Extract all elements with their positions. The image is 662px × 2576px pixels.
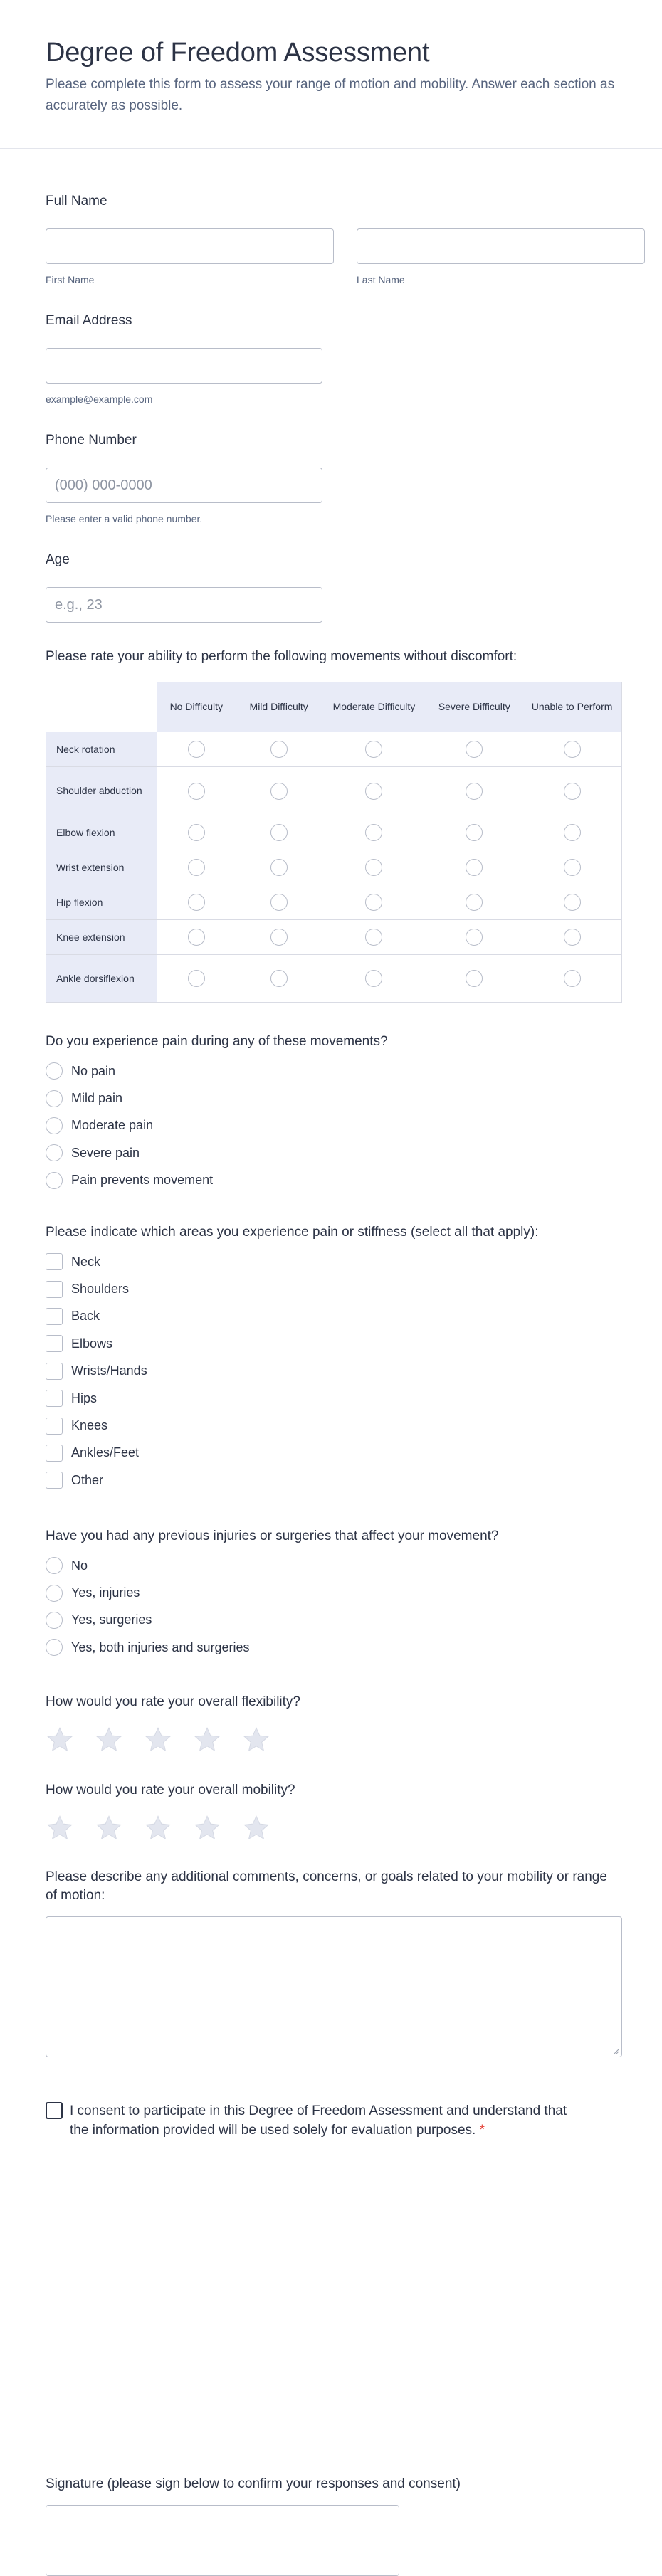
radio-button[interactable] — [46, 1090, 63, 1107]
matrix-radio[interactable] — [466, 741, 483, 758]
matrix-radio[interactable] — [466, 970, 483, 987]
checkbox[interactable] — [46, 1335, 63, 1352]
star-icon[interactable] — [242, 1814, 270, 1842]
flexibility-section — [46, 1693, 300, 1754]
checkbox[interactable] — [46, 1363, 63, 1380]
star-icon[interactable] — [242, 1726, 270, 1754]
matrix-row-header: Shoulder abduction — [46, 767, 157, 815]
radio-button[interactable] — [46, 1172, 63, 1189]
matrix-label: Please rate your ability to perform the following movements without discomfort: — [46, 649, 517, 664]
star-icon[interactable] — [46, 1726, 74, 1754]
matrix-radio[interactable] — [564, 894, 581, 911]
area-option[interactable] — [46, 1440, 538, 1467]
checkbox[interactable] — [46, 1418, 63, 1435]
comments-textarea[interactable] — [46, 1916, 622, 2057]
option-label: Hips — [71, 1390, 98, 1405]
matrix-radio[interactable] — [365, 929, 382, 946]
matrix-row-header: Hip flexion — [46, 885, 157, 920]
option-label: Yes, surgeries — [71, 1612, 152, 1627]
area-option[interactable] — [46, 1248, 538, 1275]
matrix-radio[interactable] — [270, 894, 288, 911]
matrix-col-header: Mild Difficulty — [236, 682, 322, 732]
matrix-radio[interactable] — [270, 741, 288, 758]
injury-option[interactable] — [46, 1607, 498, 1634]
matrix-radio[interactable] — [564, 929, 581, 946]
checkbox[interactable] — [46, 1253, 63, 1270]
matrix-radio[interactable] — [466, 783, 483, 800]
matrix-row — [46, 885, 622, 920]
matrix-col-header: Unable to Perform — [522, 682, 622, 732]
area-option[interactable] — [46, 1275, 538, 1302]
form-header — [0, 0, 662, 149]
matrix-radio[interactable] — [365, 970, 382, 987]
signature-pad[interactable] — [46, 2505, 399, 2576]
star-icon[interactable] — [144, 1814, 172, 1842]
mobility-section — [46, 1781, 295, 1842]
email-label: Email Address — [46, 313, 132, 328]
matrix-radio[interactable] — [466, 824, 483, 841]
matrix-radio[interactable] — [270, 824, 288, 841]
option-label: Yes, injuries — [71, 1585, 140, 1600]
matrix-row-header: Ankle dorsiflexion — [46, 955, 157, 1003]
email-sublabel: example@example.com — [46, 394, 153, 405]
required-marker: * — [479, 2123, 485, 2138]
flexibility-label: How would you rate your overall flexibility? — [46, 1694, 300, 1709]
checkbox[interactable] — [46, 1445, 63, 1462]
matrix-row — [46, 955, 622, 1003]
mobility-star-rating — [46, 1814, 295, 1842]
matrix-radio[interactable] — [188, 859, 205, 876]
consent-checkbox[interactable] — [46, 2102, 63, 2119]
matrix-row — [46, 920, 622, 955]
matrix-row-header: Knee extension — [46, 920, 157, 955]
matrix-radio[interactable] — [466, 859, 483, 876]
radio-button[interactable] — [46, 1062, 63, 1080]
radio-button[interactable] — [46, 1144, 63, 1161]
consent-section — [46, 2101, 587, 2140]
option-label: Wrists/Hands — [71, 1363, 147, 1378]
matrix-row-header: Elbow flexion — [46, 815, 157, 850]
matrix-radio[interactable] — [270, 859, 288, 876]
option-label: Pain prevents movement — [71, 1173, 214, 1188]
matrix-radio[interactable] — [365, 783, 382, 800]
full-name-section — [46, 192, 645, 285]
age-input[interactable]: e.g., 23 — [46, 587, 322, 623]
radio-button[interactable] — [46, 1585, 63, 1602]
matrix-radio[interactable] — [188, 824, 205, 841]
consent-checkbox-row[interactable] — [46, 2101, 587, 2140]
phone-input[interactable]: (000) 000-0000 — [46, 468, 322, 503]
injury-option[interactable] — [46, 1579, 498, 1606]
option-label: Other — [71, 1472, 104, 1487]
matrix-radio[interactable] — [188, 741, 205, 758]
matrix-col-header: Moderate Difficulty — [322, 682, 426, 732]
star-icon[interactable] — [193, 1726, 221, 1754]
area-option[interactable] — [46, 1412, 538, 1439]
signature-section — [46, 2475, 461, 2576]
area-option[interactable] — [46, 1358, 538, 1385]
radio-button[interactable] — [46, 1612, 63, 1629]
matrix-col-header: No Difficulty — [157, 682, 236, 732]
injuries-label: Have you had any previous injuries or surgeries that affect your movement? — [46, 1529, 499, 1543]
matrix-radio[interactable] — [564, 824, 581, 841]
option-label: Shoulders — [71, 1282, 130, 1297]
matrix-radio[interactable] — [564, 970, 581, 987]
star-icon[interactable] — [95, 1814, 123, 1842]
option-label: Neck — [71, 1254, 101, 1269]
option-label: Knees — [71, 1418, 108, 1433]
radio-button[interactable] — [46, 1639, 63, 1656]
star-icon[interactable] — [95, 1726, 123, 1754]
areas-section — [46, 1223, 538, 1494]
areas-label: Please indicate which areas you experience pain or stiffness (select all that apply): — [46, 1225, 539, 1240]
matrix-radio[interactable] — [564, 741, 581, 758]
option-label: Elbows — [71, 1336, 113, 1351]
first-name-sublabel: First Name — [46, 274, 95, 285]
full-name-label: Full Name — [46, 194, 107, 208]
matrix-radio[interactable] — [365, 859, 382, 876]
option-label: No pain — [71, 1063, 116, 1078]
star-icon[interactable] — [144, 1726, 172, 1754]
phone-section — [46, 431, 322, 524]
option-label: Moderate pain — [71, 1118, 154, 1133]
age-section — [46, 551, 322, 623]
pain-label: Do you experience pain during any of these movements? — [46, 1034, 388, 1049]
phone-sublabel: Please enter a valid phone number. — [46, 513, 203, 524]
area-option[interactable] — [46, 1467, 538, 1494]
radio-button[interactable] — [46, 1557, 63, 1574]
area-option[interactable] — [46, 1303, 538, 1330]
star-icon[interactable] — [193, 1814, 221, 1842]
matrix-radio[interactable] — [564, 859, 581, 876]
matrix-radio[interactable] — [188, 783, 205, 800]
matrix-radio[interactable] — [365, 824, 382, 841]
injury-option[interactable] — [46, 1634, 498, 1661]
signature-label: Signature (please sign below to confirm your responses and consent) — [46, 2476, 461, 2491]
age-label: Age — [46, 552, 70, 567]
matrix-radio[interactable] — [365, 894, 382, 911]
star-icon[interactable] — [46, 1814, 74, 1842]
option-label: Mild pain — [71, 1091, 123, 1106]
matrix-radio[interactable] — [188, 929, 205, 946]
consent-text — [70, 2101, 587, 2140]
injury-option[interactable] — [46, 1552, 498, 1579]
matrix-col-header: Severe Difficulty — [426, 682, 522, 732]
matrix-row — [46, 767, 622, 815]
matrix-radio[interactable] — [466, 894, 483, 911]
form-title: Degree of Freedom Assessment — [46, 38, 430, 68]
pain-option[interactable] — [46, 1139, 388, 1166]
email-section — [46, 312, 322, 405]
checkbox[interactable] — [46, 1281, 63, 1298]
mobility-label: How would you rate your overall mobility? — [46, 1783, 295, 1798]
matrix-radio[interactable] — [270, 929, 288, 946]
pain-section — [46, 1033, 388, 1194]
matrix-radio[interactable] — [270, 970, 288, 987]
movement-matrix-section — [46, 648, 622, 1003]
matrix-row — [46, 732, 622, 767]
pain-option[interactable] — [46, 1084, 388, 1112]
email-input[interactable] — [46, 348, 322, 384]
area-option[interactable] — [46, 1330, 538, 1357]
matrix-row-header: Wrist extension — [46, 850, 157, 885]
option-label: Ankles/Feet — [71, 1445, 140, 1460]
option-label: No — [71, 1558, 88, 1573]
matrix-radio[interactable] — [365, 741, 382, 758]
last-name-sublabel: Last Name — [357, 274, 405, 285]
matrix-row — [46, 850, 622, 885]
comments-label: Please describe any additional comments, concerns, or goals related to your mobility or range of motion: — [46, 1869, 607, 1903]
option-label: Severe pain — [71, 1145, 140, 1160]
movement-matrix — [46, 682, 622, 1003]
area-option[interactable] — [46, 1385, 538, 1412]
resize-handle-icon[interactable] — [612, 2047, 619, 2054]
pain-option[interactable] — [46, 1057, 388, 1084]
matrix-radio[interactable] — [564, 783, 581, 800]
option-label: Back — [71, 1309, 100, 1324]
flexibility-star-rating — [46, 1726, 300, 1754]
last-name-input[interactable] — [357, 228, 645, 264]
first-name-input[interactable] — [46, 228, 334, 264]
radio-button[interactable] — [46, 1117, 63, 1134]
matrix-radio[interactable] — [188, 970, 205, 987]
consent-label: I consent to participate in this Degree of Freedom Assessment and understand that the information provided will be used solely for evaluation purposes. — [70, 2103, 567, 2138]
matrix-radio[interactable] — [188, 894, 205, 911]
matrix-radio[interactable] — [270, 783, 288, 800]
injuries-section — [46, 1527, 498, 1662]
comments-section — [46, 1868, 622, 2057]
matrix-row-header: Neck rotation — [46, 732, 157, 767]
matrix-radio[interactable] — [466, 929, 483, 946]
checkbox[interactable] — [46, 1308, 63, 1325]
matrix-row — [46, 815, 622, 850]
form-subtitle: Please complete this form to assess your range of motion and mobility. Answer each section as accurately as possible. — [46, 77, 615, 113]
pain-option[interactable] — [46, 1112, 388, 1139]
option-label: Yes, both injuries and surgeries — [71, 1640, 250, 1654]
phone-label: Phone Number — [46, 433, 137, 448]
checkbox[interactable] — [46, 1472, 63, 1489]
checkbox[interactable] — [46, 1390, 63, 1407]
matrix-corner — [46, 682, 157, 732]
pain-option[interactable] — [46, 1167, 388, 1194]
